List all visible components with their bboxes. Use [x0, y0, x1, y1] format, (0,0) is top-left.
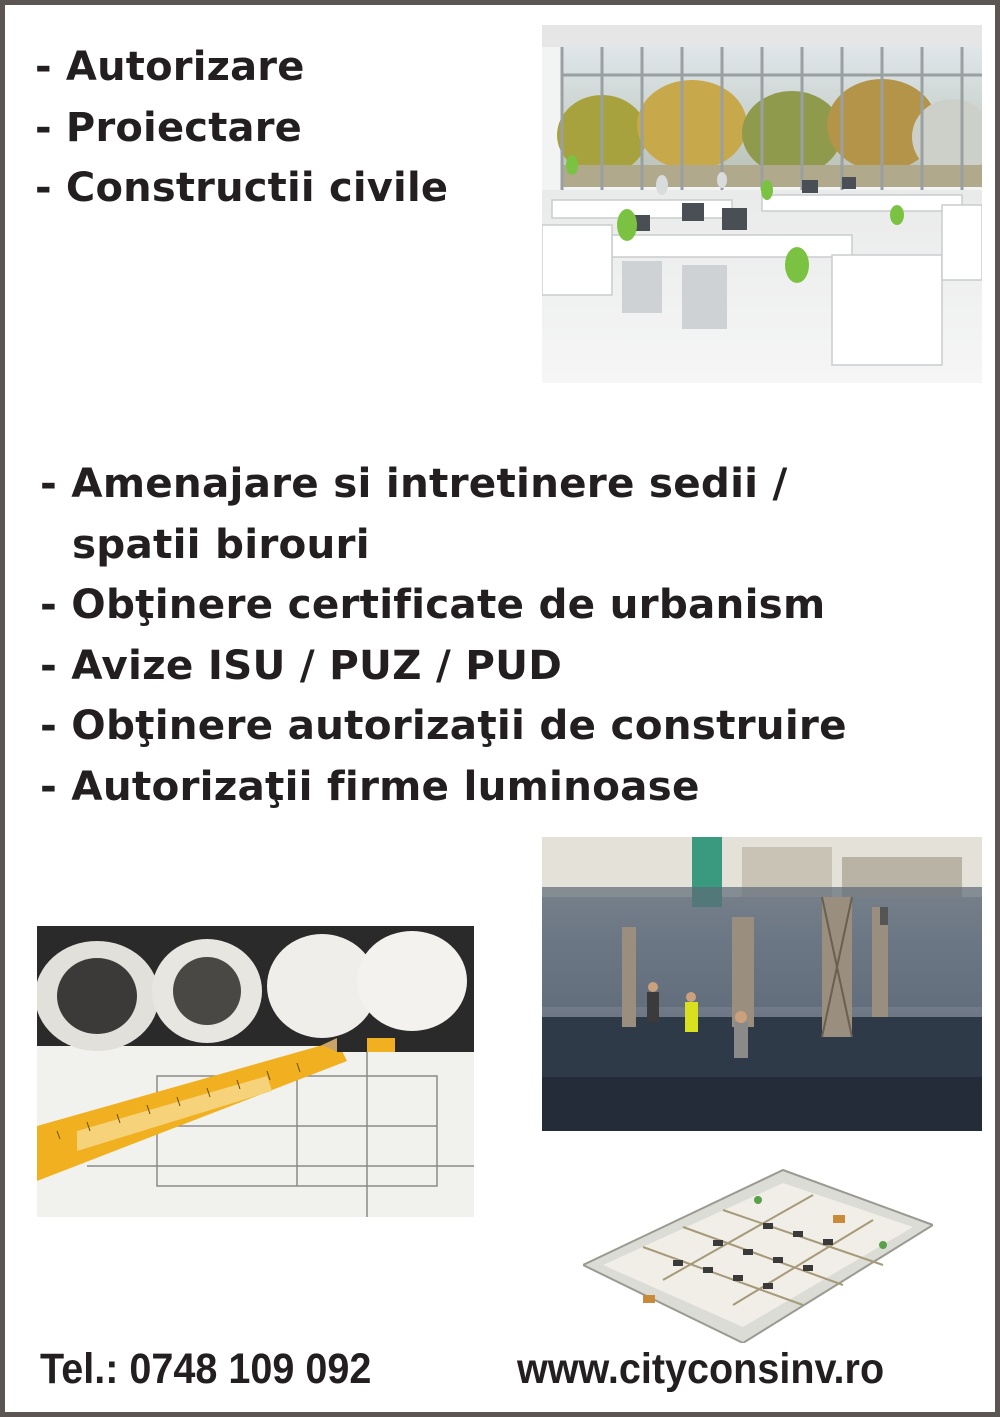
service-item-continuation: spatii birouri	[72, 519, 370, 568]
service-item: - Proiectare	[35, 104, 302, 151]
office-interior-photo	[542, 25, 982, 383]
services-list-top	[35, 37, 448, 219]
contact-phone: Tel.: 0748 109 092	[40, 1345, 372, 1393]
service-item: - Autorizaţii firme luminoase	[40, 761, 700, 810]
service-item: - Obţinere certificate de urbanism	[40, 580, 826, 628]
blueprints-photo	[37, 926, 474, 1217]
service-item: - Amenajare si intretinere sedii /	[40, 459, 788, 507]
service-item: - Constructii civile	[35, 165, 449, 211]
service-item: - Avize ISU / PUZ / PUD	[40, 640, 563, 689]
construction-site-photo	[542, 837, 982, 1131]
service-item: - Autorizare	[35, 44, 305, 90]
services-list-bottom	[40, 453, 847, 816]
contact-website[interactable]: www.cityconsinv.ro	[517, 1345, 885, 1393]
office-3d-plan-image	[583, 1155, 933, 1343]
service-item: - Obţinere autorizaţii de construire	[40, 701, 847, 749]
